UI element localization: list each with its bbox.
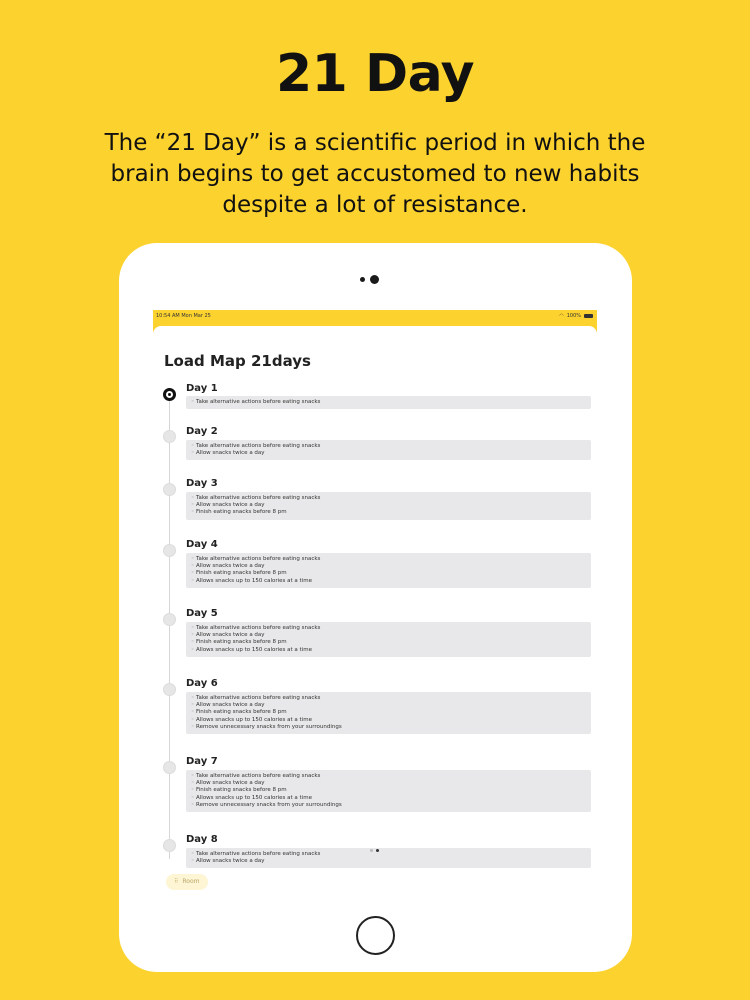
timeline-marker — [163, 839, 176, 852]
timeline-marker — [163, 613, 176, 626]
task-box: ◦ Take alternative actions before eating snacks ◦ Allow snacks twice a day — [186, 848, 591, 868]
task-box: ◦ Take alternative actions before eating snacks ◦ Allow snacks twice a day ◦ Finish eating snacks before 8 pm ◦ Allows snacks up to 150 calories at a time ◦ Remove unnecessary snacks from your surroundings — [186, 770, 591, 812]
status-bar — [153, 310, 597, 322]
wifi-icon: ◠ — [559, 313, 564, 319]
room-label: Room — [182, 878, 200, 885]
task-box: ◦ Take alternative actions before eating snacks ◦ Allow snacks twice a day — [186, 440, 591, 460]
day-label: Day 8 — [186, 834, 218, 845]
day-label: Day 1 — [186, 383, 218, 394]
task-box: ◦ Take alternative actions before eating snacks ◦ Allow snacks twice a day ◦ Finish eating snacks before 8 pm ◦ Allows snacks up to 150 calories at a time — [186, 553, 591, 588]
battery-percent: 100% — [566, 313, 581, 319]
headline: 21 Day — [275, 44, 475, 104]
task-box: ◦ Take alternative actions before eating snacks ◦ Allow snacks twice a day ◦ Finish eating snacks before 8 pm ◦ Allows snacks up to 150 calories at a time ◦ Remove unnecessary snacks from your surroundings — [186, 692, 591, 734]
day-label: Day 3 — [186, 478, 218, 489]
task-box: ◦ Take alternative actions before eating snacks — [186, 396, 591, 409]
page-indicator[interactable] — [370, 849, 382, 853]
tablet-device — [119, 243, 632, 972]
subtitle: The “21 Day” is a scientific period in which the brain begins to get accustomed to new habits despite a lot of resistance. — [104, 130, 646, 218]
app-screen — [153, 310, 597, 865]
battery-icon — [584, 314, 593, 318]
day-label: Day 2 — [186, 426, 218, 437]
screen-title: Load Map 21days — [164, 352, 311, 370]
home-button[interactable] — [356, 916, 395, 955]
task-box: ◦ Take alternative actions before eating snacks ◦ Allow snacks twice a day ◦ Finish eating snacks before 8 pm — [186, 492, 591, 520]
status-time: 10:54 AM Mon Mar 25 — [156, 313, 211, 319]
day-label: Day 5 — [186, 608, 218, 619]
room-button[interactable] — [166, 874, 208, 890]
task-box: ◦ Take alternative actions before eating snacks ◦ Allow snacks twice a day ◦ Finish eating snacks before 8 pm ◦ Allows snacks up to 150 calories at a time — [186, 622, 591, 657]
day-label: Day 6 — [186, 678, 218, 689]
timeline-marker — [163, 483, 176, 496]
timeline-marker — [163, 683, 176, 696]
timeline-marker — [163, 430, 176, 443]
timeline-marker — [163, 544, 176, 557]
roadmap-sheet[interactable] — [153, 326, 597, 866]
grid-icon: ⠿ — [174, 878, 179, 885]
camera-dots — [360, 275, 390, 285]
timeline-marker — [163, 761, 176, 774]
day-label: Day 4 — [186, 539, 218, 550]
day-label: Day 7 — [186, 756, 218, 767]
timeline-marker-active — [163, 388, 176, 401]
